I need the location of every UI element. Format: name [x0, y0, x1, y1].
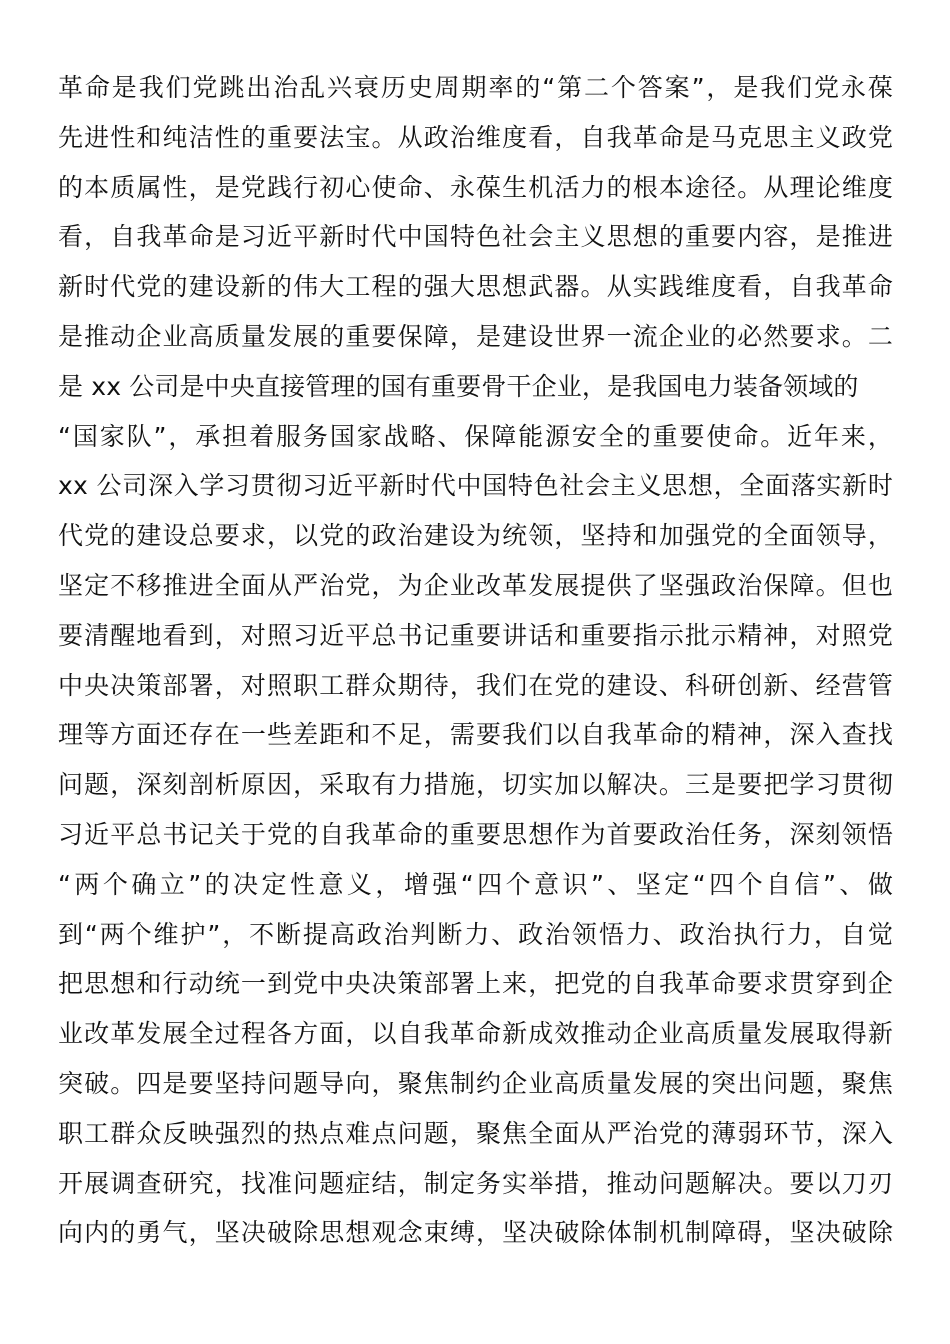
text-line-23: 开展调查研究，找准问题症结，制定务实举措，推动问题解决。要以刀刃: [58, 1168, 893, 1198]
text-line-8: “国家队”，承担着服务国家战略、保障能源安全的重要使命。近年来，: [58, 421, 893, 451]
text-line-4: 看，自我革命是习近平新时代中国特色社会主义思想的重要内容，是推进: [58, 222, 893, 252]
text-line-6: 是推动企业高质量发展的重要保障，是建设世界一流企业的必然要求。二: [58, 321, 893, 351]
text-line-12: 要清醒地看到，对照习近平总书记重要讲话和重要指示批示精神，对照党: [58, 620, 893, 650]
text-line-5: 新时代党的建设新的伟大工程的强大思想武器。从实践维度看，自我革命: [58, 272, 893, 302]
text-line-13: 中央决策部署，对照职工群众期待，我们在党的建设、科研创新、经营管: [58, 670, 893, 700]
body-text: [58, 63, 893, 1258]
text-line-3: 的本质属性，是党践行初心使命、永葆生机活力的根本途径。从理论维度: [58, 172, 893, 202]
text-line-24: 向内的勇气，坚决破除思想观念束缚，坚决破除体制机制障碍，坚决破除: [58, 1218, 893, 1248]
text-line-17: “两个确立”的决定性意义，增强“四个意识”、坚定“四个自信”、做: [58, 869, 893, 899]
text-line-10: 代党的建设总要求，以党的政治建设为统领，坚持和加强党的全面领导，: [58, 521, 893, 551]
text-line-18: 到“两个维护”，不断提高政治判断力、政治领悟力、政治执行力，自觉: [58, 919, 893, 949]
text-line-16: 习近平总书记关于党的自我革命的重要思想作为首要政治任务，深刻领悟: [58, 819, 893, 849]
text-line-21: 突破。四是要坚持问题导向，聚焦制约企业高质量发展的突出问题，聚焦: [58, 1068, 893, 1098]
text-line-7: 是 xx 公司是中央直接管理的国有重要骨干企业，是我国电力装备领域的: [58, 371, 859, 401]
text-line-9: xx 公司深入学习贯彻习近平新时代中国特色社会主义思想，全面落实新时: [58, 471, 893, 501]
text-line-14: 理等方面还存在一些差距和不足，需要我们以自我革命的精神，深入查找: [58, 720, 893, 750]
text-line-19: 把思想和行动统一到党中央决策部署上来，把党的自我革命要求贯穿到企: [58, 969, 893, 999]
text-line-11: 坚定不移推进全面从严治党，为企业改革发展提供了坚强政治保障。但也: [58, 570, 893, 600]
text-line-22: 职工群众反映强烈的热点难点问题，聚焦全面从严治党的薄弱环节，深入: [58, 1118, 893, 1148]
text-line-20: 业改革发展全过程各方面，以自我革命新成效推动企业高质量发展取得新: [58, 1019, 893, 1049]
text-line-1: 革命是我们党跳出治乱兴衰历史周期率的“第二个答案”，是我们党永葆: [58, 73, 893, 102]
text-line-15: 问题，深刻剖析原因，采取有力措施，切实加以解决。三是要把学习贯彻: [58, 770, 893, 800]
text-line-2: 先进性和纯洁性的重要法宝。从政治维度看，自我革命是马克思主义政党: [58, 122, 893, 152]
